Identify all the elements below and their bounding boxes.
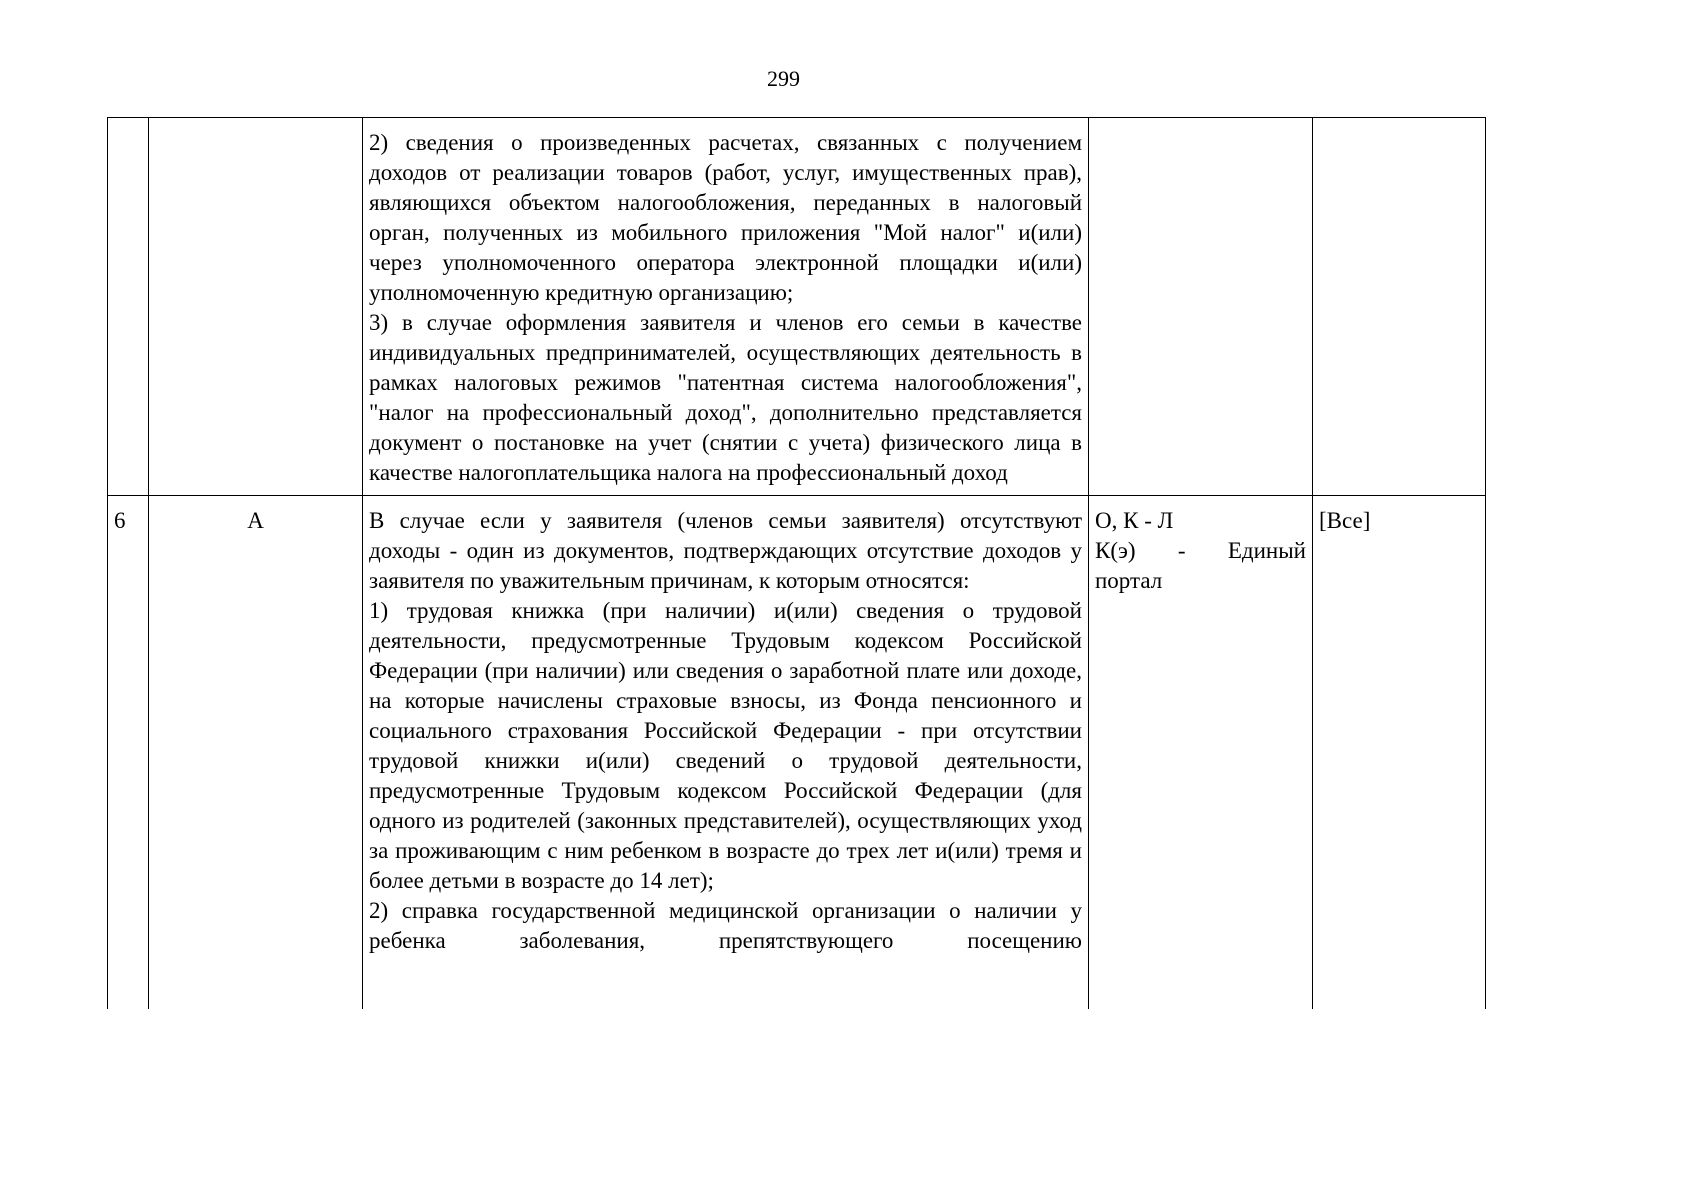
description-paragraph: 2) сведения о произведенных расчетах, связанных с получением доходов от реализации товаров (работ, услуг, имущественных прав), являющихся объектом налогообложения, переданных в налоговый орган, полученных из мобильного приложения "Мой налог" и(или) через уполномоченного оператора электронной площадки и(или) уполномоченную кредитную организацию; <box>369 130 1082 305</box>
document-table <box>107 117 1486 1009</box>
description-paragraph: 3) в случае оформления заявителя и членов его семьи в качестве индивидуальных предпринимателей, осуществляющих деятельность в рамках налоговых режимов "патентная система налогообложения", "налог на профессиональный доход", дополнительно представляется документ о постановке на учет (снятии с учета) физического лица в качестве налогоплательщика налога на профессиональный доход <box>369 310 1082 485</box>
row-number-cell <box>108 118 149 496</box>
table-row <box>108 496 1486 1010</box>
table-row <box>108 118 1486 496</box>
description-paragraph: В случае если у заявителя (членов семьи заявителя) отсутствуют доходы - один из документов, подтверждающих отсутствие доходов у заявителя по уважительным причинам, к которым относятся: <box>369 508 1082 593</box>
page-number: 299 <box>767 66 800 91</box>
row-code-cell <box>149 118 363 496</box>
document-description-cell <box>363 496 1089 1010</box>
description-paragraph: 1) трудовая книжка (при наличии) и(или) сведения о трудовой деятельности, предусмотренные Трудовым кодексом Российской Федерации (при наличии) или сведения о заработной плате или доходе, на которые начислены страховые взносы, из Фонда пенсионного и социального страхования Российской Федерации - при отсутствии трудовой книжки и(или) сведений о трудовой деятельности, предусмотренные Трудовым кодексом Российской Федерации (для одного из родителей (законных представителей), осуществляющих уход за проживающим с ним ребенком в возрасте до трех лет и(или) тремя и более детьми в возрасте до 14 лет); <box>369 598 1082 893</box>
applicant-category-cell <box>1313 118 1486 496</box>
submission-method-cell <box>1089 496 1313 1010</box>
submission-method-cell <box>1089 118 1313 496</box>
submission-method-line: портал <box>1095 568 1163 593</box>
document-description-cell <box>363 118 1089 496</box>
applicant-category-cell: [Все] <box>1313 496 1486 1010</box>
submission-method-line: К(э) - Единый <box>1095 538 1306 563</box>
row-number-cell: 6 <box>108 496 149 1010</box>
description-paragraph: 2) справка государственной медицинской организации о наличии у ребенка заболевания, препятствующего посещению <box>369 898 1082 953</box>
row-code-cell: А <box>149 496 363 1010</box>
submission-method-line: О, К - Л <box>1095 508 1174 533</box>
